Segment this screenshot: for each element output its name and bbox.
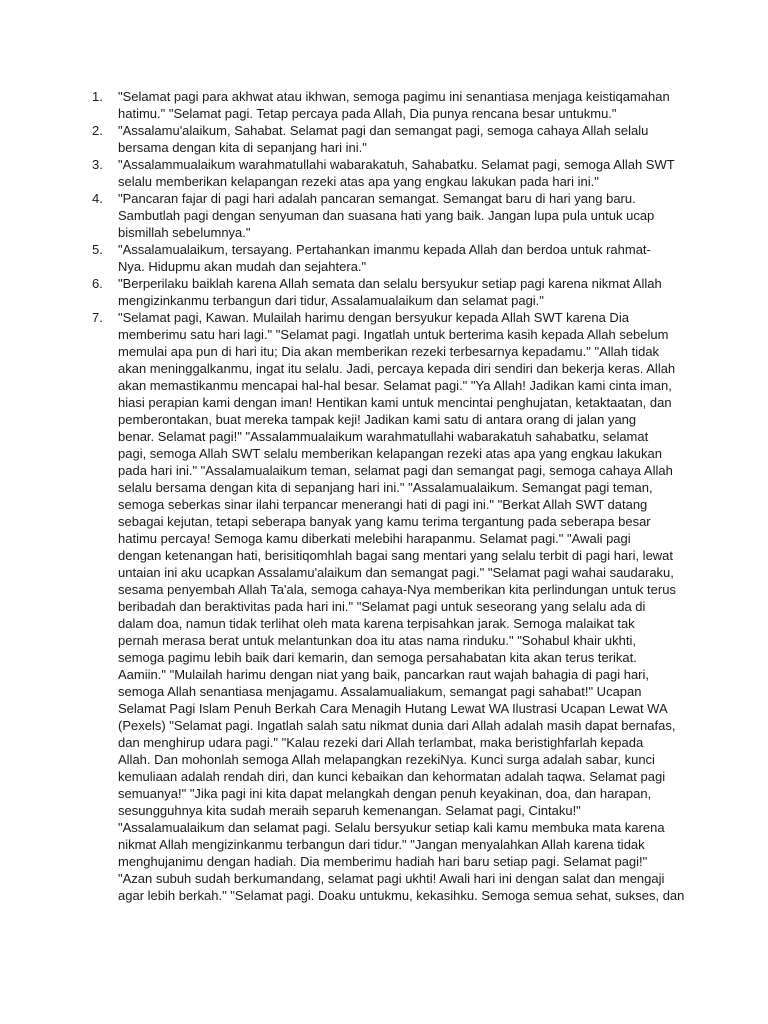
text-line: hatimu." "Selamat pagi. Tetap percaya pada Allah, Dia punya rencana besar untukmu." — [118, 106, 617, 121]
text-line: mengizinkanmu terbangun dari tidur, Assalamualaikum dan selamat pagi." — [118, 293, 544, 308]
text-line: untaian ini aku ucapkan Assalamu'alaikum dan semangat pagi." "Selamat pagi wahai saudaraku, — [118, 565, 674, 580]
text-line: nikmat Allah mengizinkanmu terbangun dari tidur." "Jangan menyalahkan Allah karena tidak — [118, 837, 645, 852]
text-line: "Assalamu'alaikum, Sahabat. Selamat pagi dan semangat pagi, semoga cahaya Allah selalu — [118, 123, 649, 138]
list-item — [92, 190, 676, 241]
text-line: "Pancaran fajar di pagi hari adalah pancaran semangat. Semangat baru di hari yang baru. — [118, 191, 636, 206]
text-line: hatimu percaya! Semoga kamu diberkati melebihi harapanmu. Selamat pagi." "Awali pagi — [118, 531, 631, 546]
list-item-number: 5. — [92, 242, 103, 257]
text-line: "Assalamualaikum, tersayang. Pertahankan imanmu kepada Allah dan berdoa untuk rahmat- — [118, 242, 651, 257]
list-item-number: 7. — [92, 310, 103, 325]
text-line: selalu memberikan kelapangan rezeki atas apa yang engkau lakukan pada hari ini." — [118, 174, 599, 189]
text-line: bersama dengan kita di sepanjang hari ini." — [118, 140, 367, 155]
text-line: Nya. Hidupmu akan mudah dan sejahtera." — [118, 259, 367, 274]
list-item-text — [118, 275, 676, 309]
text-line: dan menghirup udara pagi." "Kalau rezeki dari Allah terlambat, maka beristighfarlah kepada — [118, 735, 644, 750]
list-item — [92, 156, 676, 190]
text-line: kemuliaan adalah rendah diri, dan kunci kebaikan dan kehormatan adalah taqwa. Selamat pagi — [118, 769, 666, 784]
text-line: semoga seberkas sinar ilahi terpancar menerangi hati di pagi ini." "Berkat Allah SWT datang — [118, 497, 648, 512]
list-item-text — [118, 156, 676, 190]
list-item-text — [118, 190, 676, 241]
text-line: sesama penyembah Allah Ta'ala, semoga cahaya-Nya memberikan kita perlindungan untuk terus — [118, 582, 676, 597]
text-line: sesungguhnya kita sudah meraih separuh kemenangan. Selamat pagi, Cintaku!" — [118, 803, 581, 818]
list-item — [92, 275, 676, 309]
text-line: semoga pagimu lebih baik dari kemarin, dan semoga persahabatan kita akan terus terikat. — [118, 650, 637, 665]
list-item-number: 2. — [92, 123, 103, 138]
text-line: benar. Selamat pagi!" "Assalammualaikum warahmatullahi wabarakatuh sahabatku, selamat — [118, 429, 649, 444]
text-line: bismillah sebelumnya." — [118, 225, 251, 240]
list-item-number: 6. — [92, 276, 103, 291]
text-line: Aamiin." "Mulailah harimu dengan niat yang baik, pancarkan raut wajah bahagia di pagi hari, — [118, 667, 650, 682]
text-line: hiasi perapian kami dengan iman! Hentikan kami untuk mencintai penghujatan, ketaktaatan, dan — [118, 395, 672, 410]
list-item-number: 4. — [92, 191, 103, 206]
text-line: akan meninggalkanmu, ingat itu selalu. Jadi, percaya kepada diri sendiri dan bekerja keras. Allah — [118, 361, 676, 376]
text-line: "Assalammualaikum warahmatullahi wabarakatuh, Sahabatku. Selamat pagi, semoga Allah SWT — [118, 157, 675, 172]
text-line: memberimu satu hari lagi." "Selamat pagi. Ingatlah untuk berterima kasih kepada Allah sebelum — [118, 327, 669, 342]
text-line: "Assalamualaikum dan selamat pagi. Selalu bersyukur setiap kali kamu membuka mata karena — [118, 820, 665, 835]
list-item-text — [118, 241, 676, 275]
text-line: semoga Allah senantiasa menjagamu. Assalamualiakum, semangat pagi sahabat!" Ucapan — [118, 684, 642, 699]
text-line: pada hari ini." "Assalamualaikum teman, selamat pagi dan semangat pagi, semoga cahaya Allah — [118, 463, 673, 478]
text-line: Selamat Pagi Islam Penuh Berkah Cara Menagih Hutang Lewat WA Ilustrasi Ucapan Lewat WA — [118, 701, 668, 716]
text-line: "Selamat pagi, Kawan. Mulailah harimu dengan bersyukur kepada Allah SWT karena Dia — [118, 310, 629, 325]
list-item — [92, 88, 676, 122]
text-line: memulai apa pun di hari itu; Dia akan memberikan rezeki terbesarnya kepadamu." "Allah tidak — [118, 344, 660, 359]
list-item-number: 3. — [92, 157, 103, 172]
list-item — [92, 309, 685, 904]
text-line: akan memastikanmu mencapai hal-hal besar. Selamat pagi." "Ya Allah! Jadikan kami cinta iman, — [118, 378, 672, 393]
text-line: beribadah dan beraktivitas pada hari ini." "Selamat pagi untuk seseorang yang selalu ada di — [118, 599, 646, 614]
list-item — [92, 122, 676, 156]
text-line: "Selamat pagi para akhwat atau ikhwan, semoga pagimu ini senantiasa menjaga keistiqamahan — [118, 89, 670, 104]
list-item-number: 1. — [92, 89, 103, 104]
text-line: "Berperilaku baiklah karena Allah semata dan selalu bersyukur setiap pagi karena nikmat Allah — [118, 276, 662, 291]
list-item — [92, 241, 676, 275]
text-line: pernah merasa berat untuk melantunkan doa itu atas nama rinduku." "Sohabul khair ukhti, — [118, 633, 636, 648]
text-line: pagi, semoga Allah SWT selalu memberikan kelapangan rezeki atas apa yang engkau lakukan — [118, 446, 662, 461]
text-line: selalu bersama dengan kita di sepanjang hari ini." "Assalamualaikum. Semangat pagi teman, — [118, 480, 653, 495]
list-item-text — [118, 309, 685, 904]
text-line: Allah. Dan mohonlah semoga Allah melapangkan rezekiNya. Kunci surga adalah sabar, kunci — [118, 752, 655, 767]
text-line: dengan ketenangan hati, berisitiqomhlah bagai sang mentari yang selalu terbit di pagi hari, lewat — [118, 548, 674, 563]
text-line: dalam doa, namun tidak terlihat oleh mata karena terpisahkan jarak. Semoga malaikat tak — [118, 616, 635, 631]
text-line: agar lebih berkah." "Selamat pagi. Doaku untukmu, kekasihku. Semoga semua sehat, sukses, dan — [118, 888, 685, 903]
list-item-text — [118, 88, 676, 122]
text-line: menghujanimu dengan hadiah. Dia memberimu hadiah hari baru setiap pagi. Selamat pagi!" — [118, 854, 648, 869]
text-line: "Azan subuh sudah berkumandang, selamat pagi ukhti! Awali hari ini dengan salat dan mengaji — [118, 871, 665, 886]
text-line: (Pexels) "Selamat pagi. Ingatlah salah satu nikmat dunia dari Allah adalah masih dapat bernafas, — [118, 718, 676, 733]
text-line: sebagai kejutan, tetapi seberapa banyak yang kamu terima tergantung pada seberapa besar — [118, 514, 651, 529]
list-item-text — [118, 122, 676, 156]
text-line: pemberontakan, buat mereka tampak keji! Jadikan kami satu di antara orang di jalan yang — [118, 412, 637, 427]
text-line: semuanya!" "Jika pagi ini kita dapat melangkah dengan penuh keyakinan, doa, dan harapan, — [118, 786, 652, 801]
greeting-list — [92, 88, 685, 904]
text-line: Sambutlah pagi dengan senyuman dan suasana hati yang baik. Jangan lupa pula untuk ucap — [118, 208, 655, 223]
